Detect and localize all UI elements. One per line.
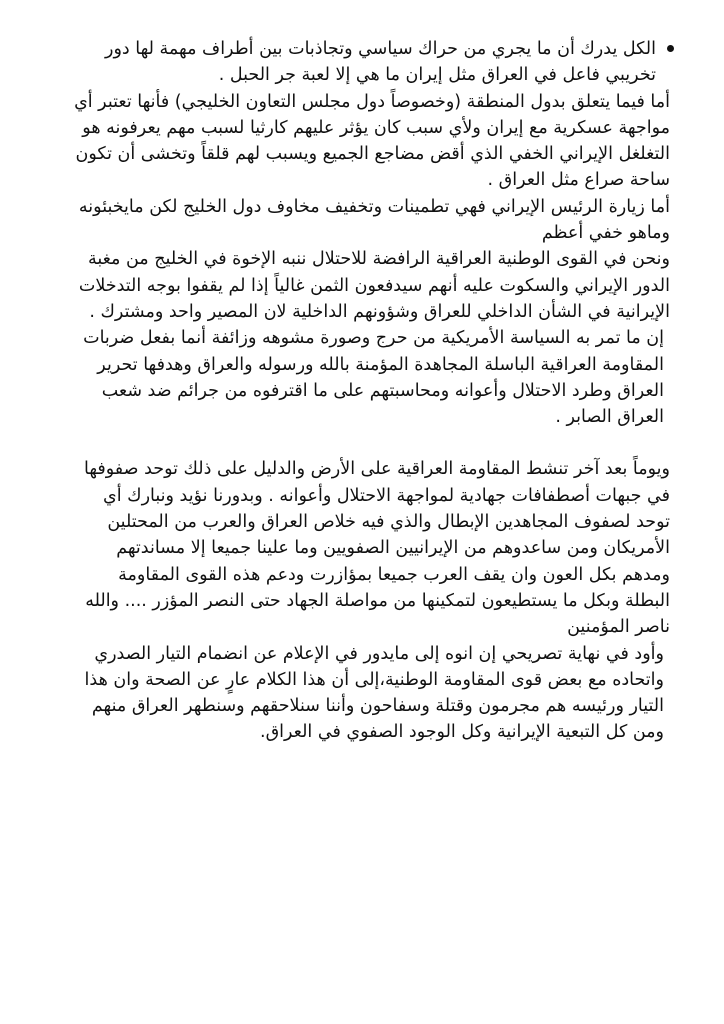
bullet-paragraph: الكل يدرك أن ما يجري من حراك سياسي وتجاذبات بين أطراف مهمة لها دور تخريبي فاعل في العراق مثل إيران ما هي إلا لعبة جر الحبل . [105,39,656,86]
paragraph-gulf-states: أما فيما يتعلق بدول المنطقة (وخصوصاً دول مجلس التعاون الخليجي) فأنها تعتبر أي مواجهة عسكرية مع إيران ولأي سبب كان يؤثر عليهم كارثيا لسبب مهم يعرفونه هو التغلغل الإيراني الخفي الذي أقض مضاجع الجميع ويسبب لهم قلقاً وتخشى أن تكون ساحة صراع مثل العراق . [74,91,670,191]
paragraph-closing-statement: وأود في نهاية تصريحي إن انوه إلى مايدور في الإعلام عن انضمام التيار الصدري واتحاده مع بعض قوى المقاومة الوطنية،إلى أن هذا الكلام عارٍ عن الصحة وان هذا التيار ورئيسه هم مجرمون وقتلة وسفاحون وأننا سنلاحقهم وسنطهر العراق منهم ومن كل التبعية الإيرانية وكل الوجود الصفوي في العراق. [84,643,664,743]
bullet-item [70,36,670,89]
paragraph-american-policy: إن ما تمر به السياسة الأمريكية من حرج وصورة مشوهه وزائفة أنما بفعل ضربات المقاومة العراقية الباسلة المجاهدة المؤمنة بالله ورسوله والعراق وهدفها تحرير العراق وطرد الاحتلال وأعوانه ومحاسبتهم على ما اقترفوه من جرائم ضد شعب العراق الصابر . [83,328,664,428]
paragraph-gap [70,430,670,456]
paragraph-national-forces: ونحن في القوى الوطنية العراقية الرافضة للاحتلال ننبه الإخوة في الخليج من مغبة الدور الإيراني والسكوت عليه أنهم سيدفعون الثمن غالياً إذا لم يقفوا بوجه التدخلات الإيرانية في الشأن الداخلي للعراق وشؤونهم الداخلية لان المصير واحد ومشترك . [78,249,670,322]
paragraph-resistance: ويوماً بعد آخر تنشط المقاومة العراقية على الأرض والدليل على ذلك توحد صفوفها في جبهات أصطفافات جهادية لمواجهة الاحتلال وأعوانه . وبدورنا نؤيد ونبارك أي توحد لصفوف المجاهدين الإبطال والذي فيه خلاص العراق والعرب من المحتلين الأمريكان ومن ساعدوهم من الإيرانيين الصفويين وما علينا جميعا إلا مساندتهم ومدهم بكل العون وان يقف العرب جميعا بمؤازرت ودعم هذه القوى المقاومة البطلة وبكل ما يستطيعون لتمكينها من مواصلة الجهاد حتى النصر المؤزر .... والله ناصر المؤمنين [83,459,670,638]
bullet-point-icon [667,45,674,52]
paragraph-president-visit: أما زيارة الرئيس الإيراني فهي تطمينات وتخفيف مخاوف دول الخليج لكن مايخبئونه وماهو خفي أعظم [78,196,670,244]
document-page [70,36,670,746]
